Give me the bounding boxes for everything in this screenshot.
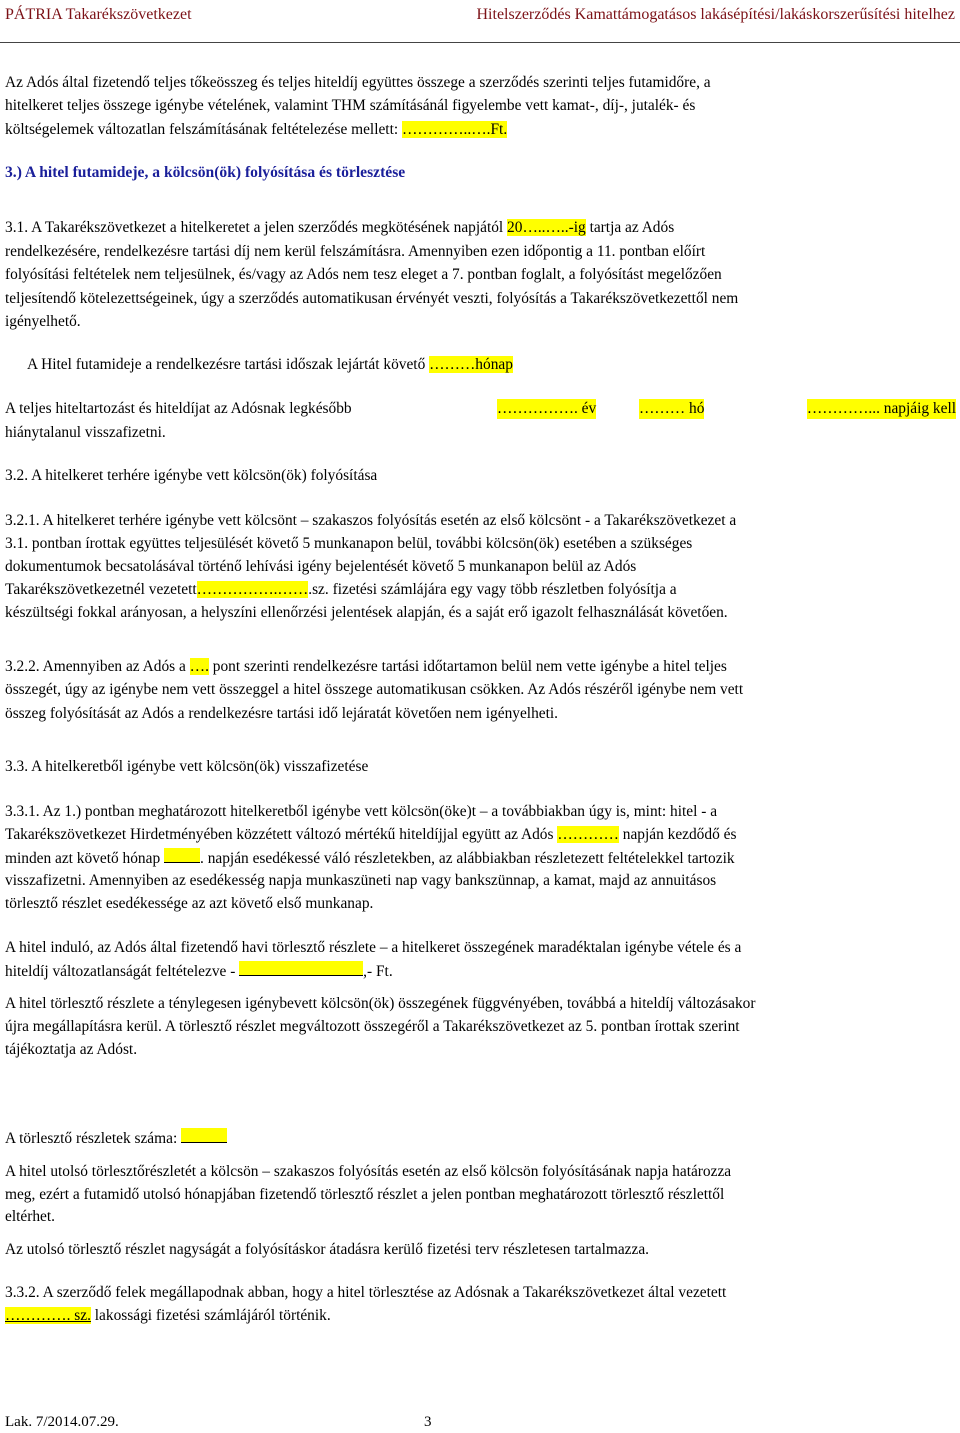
text: .sz. fizetési számlájára egy vagy több részletben folyósítja a [308,581,677,598]
total-amount-blank: …………..….Ft. [401,121,508,138]
p321-line-5: készültségi fokkal arányosan, a helyszíni ellenőrzési jelentések alapján, és a saját erő igazolt felhasználását követően. [5,604,728,621]
text-wrap [5,825,736,845]
text: folyósítási feltételek nem teljesülnek, és/vagy az Adós nem tesz eleget a 7. pontban foglalt, a folyósítást megelőzően [5,266,722,283]
text: teljesítendő kötelezettségeinek, úgy a szerződés automatikusan érvényét veszti, folyósítás a Takarékszövetkezettől nem [5,290,739,307]
p-torleszto-line-2 [5,1017,956,1037]
monthly-day-blank [164,848,200,863]
text: 3.1. A Takarékszövetkezet a hitelkeretet a jelen szerződés megkötésének napjától [5,219,508,236]
text: költségelemek változatlan felszámításának feltételezése mellett: [5,121,402,138]
first-due-date-blank: ………… [557,826,619,843]
text-wrap [5,657,727,677]
p-utolso-line-1 [5,1162,956,1182]
text: 3.2.2. Amennyiben az Adós a [5,658,190,675]
text: hiteldíj változatlanságát feltételezve - [5,963,240,980]
text: A hitel törlesztő részlete a ténylegesen igénybevett kölcsön(ök) összegének függvényében, továbbá a hiteldíj változásakor [5,995,756,1012]
p1-line-3 [5,120,507,140]
installment-count-blank [181,1128,227,1143]
p331-line-3 [5,848,956,869]
text: 3.3.2. A szerződő felek megállapodnak abban, hogy a hitel törlesztése az Adósnak a Takarékszövetkezet által vezetett [5,1284,727,1301]
text: A hitel utolsó törlesztőrészletét a kölcsön – szakaszos folyósítás esetén az első kölcsön folyósításának napja határozza [5,1163,732,1180]
text: meg, ezért a futamidő utolsó hónapjában fizetendő törlesztő részlet a jelen pontban meghatározott törlesztő részlettől [5,1186,725,1203]
text: tartja az Adós [585,219,675,236]
p-torleszto-line-3: tájékoztatja az Adóst. [5,1041,138,1058]
p31-line-1 [5,218,956,238]
page-number: 3 [424,1414,432,1430]
repay-line-2: hiánytalanul visszafizetni. [5,424,166,441]
page-header [5,4,955,26]
p1-line-1 [5,73,956,93]
p331-line-2 [5,825,956,845]
section-3-heading: 3.) A hitel futamideje, a kölcsön(ök) folyósítása és törlesztése [5,164,406,181]
text: Az Adós által fizetendő teljes tőkeösszeg és teljes hiteldíj együttes összege a szerződés szerinti teljes futamidőre, a [5,74,711,91]
header-institution: PÁTRIA Takarékszövetkezet [5,6,192,23]
p332-line-1 [5,1283,956,1303]
text: 3.1. pontban írottak együttes teljesülését követő 5 munkanapon belül, további kölcsön(ök) esetében a szükséges [5,535,693,552]
header-document-title: Hitelszerződés Kamattámogatásos lakásépítési/lakáskorszerűsítési hitelhez [476,6,955,23]
p-utolso-line-3: eltérhet. [5,1208,55,1225]
p321-line-4 [5,580,956,600]
installment-count-line [5,1128,227,1149]
p331-line-4 [5,871,956,891]
text: A törlesztő részletek száma: [5,1130,182,1147]
text: lakossági fizetési számlájáról történik. [90,1307,331,1324]
p322-line-3: összeg folyósítását az Adós a rendelkezésre tartási idő lejáratát követően nem igényelheti. [5,705,559,722]
term-months-blank: ………hónap [429,356,513,373]
p322-line-2 [5,680,956,700]
repay-year-blank: ……………. év [497,400,597,417]
text: visszafizetni. Amennyiben az esedékesség napja munkaszüneti nap vagy bankszünnap, a kamat, majd az annuitásos [5,872,717,889]
p331-line-5: törlesztő részlet esedékessége az azt követő első munkanap. [5,895,374,912]
text: Takarékszövetkezet Hirdetményében közzétett változó mértékű hiteldíjjal együtt az Adós [5,826,558,843]
text: minden azt követő hónap [5,850,164,867]
text: napján kezdődő és [618,826,737,843]
point-reference-blank: …. [189,658,209,675]
repayment-account-blank: …………. sz. [5,1307,91,1324]
p31-line-4 [5,289,956,309]
repay-month-blank: ……… hó [639,400,705,417]
text: összegét, úgy az igénybe nem vett összeggel a hitel összege automatikusan csökken. Az Adós részéről igénybe nem vett [5,681,744,698]
text: hitelkeret teljes összege igénybe vételének, valamint THM számításánál figyelembe vett kamat-, díj-, jutalék- és [5,97,696,114]
text: dokumentumok becsatolásával történő lehívási igény bejelentését követő 5 munkanapon belül az Adós [5,558,637,575]
text: A Hitel futamideje a rendelkezésre tartási időszak lejártát követő [27,356,430,373]
term-line [27,355,513,375]
text: újra megállapításra kerül. A törlesztő részlet megváltozott összegéről a Takarékszövetkezet az 5. pontban írottak szerint [5,1018,740,1035]
repay-day-blank: …………... napjáig kell [806,400,956,417]
text: A teljes hiteltartozást és hiteldíjat az Adósnak legkésőbb [5,400,352,417]
p-torleszto-line-1 [5,994,956,1014]
p331-line-1 [5,802,956,822]
p321-line-3 [5,557,956,577]
p321-line-2 [5,534,956,554]
p321-line-1 [5,511,956,531]
p1-line-2 [5,96,956,116]
text: Takarékszövetkezetnél vezetett [5,581,197,598]
account-number-blank: …………….…… [196,581,309,598]
section-3-3-heading: 3.3. A hitelkeretből igénybe vett kölcsön(ök) visszafizetése [5,758,369,775]
footer-reference: Lak. 7/2014.07.29. [5,1414,119,1430]
text: pont szerinti rendelkezésre tartási időtartamon belül nem vette igénybe a hitel teljes [208,658,727,675]
text-wrap [5,848,735,869]
p31-line-3 [5,265,956,285]
text: A hitel induló, az Adós által fizetendő havi törlesztő részlete – a hitelkeret összegének maradéktalan igénybe vétele és a [5,939,742,956]
p31-line-5: igényelhető. [5,313,81,330]
text: 3.3.1. Az 1.) pontban meghatározott hitelkeretből igénybe vett kölcsön(öke)t – a továbbiakban úgy is, mint: hitel - a [5,803,718,820]
p31-line-2 [5,242,956,262]
text: rendelkezésére, rendelkezésre tartási díj nem kerül felszámításra. Amennyiben ezen időpontig a 11. pontban előírt [5,243,706,260]
p-utolso-line-2 [5,1185,956,1205]
header-divider [0,42,960,43]
p-indulo-line-1 [5,938,956,958]
text: ,- Ft. [363,963,393,980]
text-wrap [5,218,674,238]
p332-line-2 [5,1306,331,1326]
text: . napján esedékessé váló részletekben, az alábbiakban részletezett feltételekkel tartozik [200,850,735,867]
initial-installment-blank [239,961,363,976]
section-3-2-heading: 3.2. A hitelkeret terhére igénybe vett kölcsön(ök) folyósítása [5,467,378,484]
availability-date-blank: 20…..…..-ig [507,219,586,236]
text-wrap [5,580,677,600]
text: 3.2.1. A hitelkeret terhére igénybe vett kölcsönt – szakaszos folyósítás esetén az első kölcsönt - a Takarékszövetkezet a [5,512,737,529]
p322-line-1 [5,657,956,677]
p-nagysag: Az utolsó törlesztő részlet nagyságát a folyósításkor átadásra kerülő fizetési terv részletesen tartalmazza. [5,1241,649,1258]
p-indulo-line-2 [5,961,393,982]
